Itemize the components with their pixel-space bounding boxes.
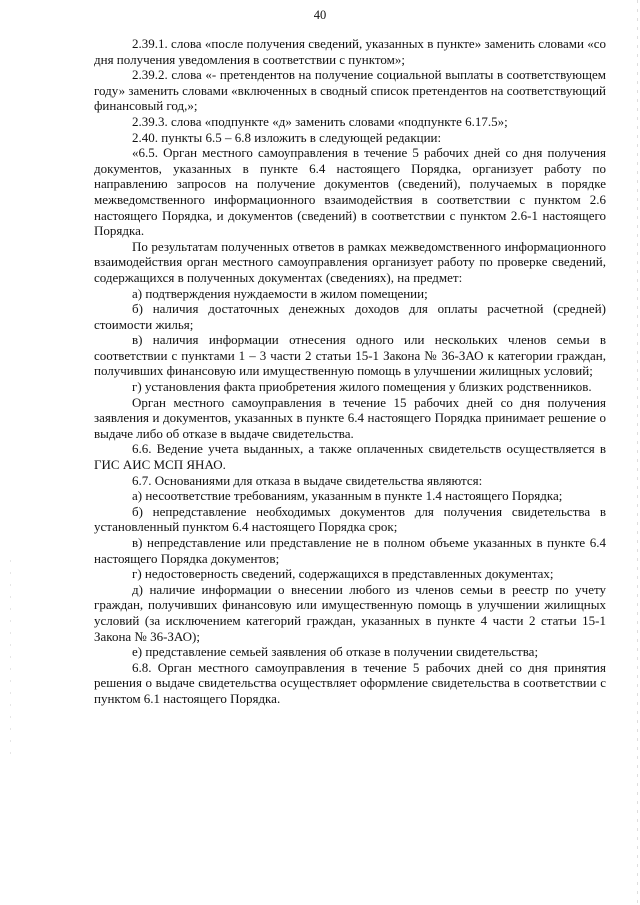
paragraph-verification-intro: По результатам полученных ответов в рамках межведомственного информационного взаимодействия орган местного самоуправления организует работу по проверке сведений, содержащихся в полученных документах (сведениях), на предмет: (94, 238, 606, 285)
list-item-v: в) наличия информации отнесения одного или нескольких членов семьи в соответствии с пунктами 1 – 3 части 2 статьи 15-1 Закона № 36-ЗАО к категории граждан, получивших финансовую или имущественную помощь в улучшении жилищных условий; (94, 332, 606, 379)
paragraph-6-7: 6.7. Основаниями для отказа в выдаче свидетельства являются: (132, 472, 483, 488)
document-body (94, 36, 606, 707)
paragraph-6-8: 6.8. Орган местного самоуправления в течение 5 рабочих дней со дня принятия решения о выдаче свидетельства осуществляет оформление свидетельства в соответствии с пунктом 6.1 настоящего Порядка. (94, 659, 606, 706)
paragraph-2-40: 2.40. пункты 6.5 – 6.8 изложить в следующей редакции: (132, 129, 442, 145)
refusal-item-d: д) наличие информации о внесении любого из членов семьи в реестр по учету граждан, получивших финансовую или имущественную помощь в улучшении жилищных условий (за исключением категорий граждан, указанных в пункте 4 части 2 статьи 15-1 Закона № 36-ЗАО); (94, 581, 606, 644)
page-number: 40 (313, 8, 327, 22)
refusal-item-b: б) непредставление необходимых документов для получения свидетельства в установленный пунктом 6.4 настоящего Порядка срок; (94, 503, 606, 535)
paragraph-2-39-3: 2.39.3. слова «подпункте «д» заменить словами «подпункте 6.17.5»; (132, 113, 508, 129)
refusal-item-e: е) представление семьей заявления об отказе в получении свидетельства; (132, 644, 539, 660)
refusal-item-g: г) недостоверность сведений, содержащихся в представленных документах; (132, 566, 554, 582)
paragraph-6-6: 6.6. Ведение учета выданных, а также оплаченных свидетельств осуществляется в ГИС АИС МСП ЯНАО. (94, 441, 606, 473)
scan-edge-artifact-left (10, 560, 11, 760)
list-item-b: б) наличия достаточных денежных доходов для оплаты расчетной (средней) стоимости жилья; (94, 301, 606, 332)
refusal-item-v: в) непредставление или представление не в полном объеме указанных в пункте 6.4 настоящего Порядка документов; (94, 535, 606, 566)
list-item-g: г) установления факта приобретения жилого помещения у близких родственников. (132, 379, 592, 395)
refusal-item-a: а) несоответствие требованиям, указанным в пункте 1.4 настоящего Порядка; (132, 488, 563, 504)
paragraph-2-39-1: 2.39.1. слова «после получения сведений, указанных в пункте» заменить словами «со дня получения уведомления в соответствии с пунктом»; (94, 36, 606, 67)
paragraph-2-39-2: 2.39.2. слова «- претендентов на получение социальной выплаты в соответствующем году» заменить словами «включенных в сводный список претендентов на соответствующий финансовый год,»; (94, 67, 606, 114)
scan-edge-artifact (637, 0, 638, 905)
paragraph-decision: Орган местного самоуправления в течение 15 рабочих дней со дня получения заявления и документов, указанных в пункте 6.4 настоящего Порядка принимает решение о выдаче либо об отказе в выдаче свидетельства. (94, 394, 606, 441)
paragraph-6-5: «6.5. Орган местного самоуправления в течение 5 рабочих дней со дня получения документов, указанных в пункте 6.4 настоящего Порядка, организует работу по направлению запросов на получение документов (сведений), получаемых в порядке межведомственного информационного взаимодействия в соответствии с пунктом 2.6 настоящего Порядка, и документов (сведений) в соответствии с пунктом 2.6-1 настоящего Порядка. (94, 145, 606, 239)
list-item-a: а) подтверждения нуждаемости в жилом помещении; (132, 285, 428, 301)
